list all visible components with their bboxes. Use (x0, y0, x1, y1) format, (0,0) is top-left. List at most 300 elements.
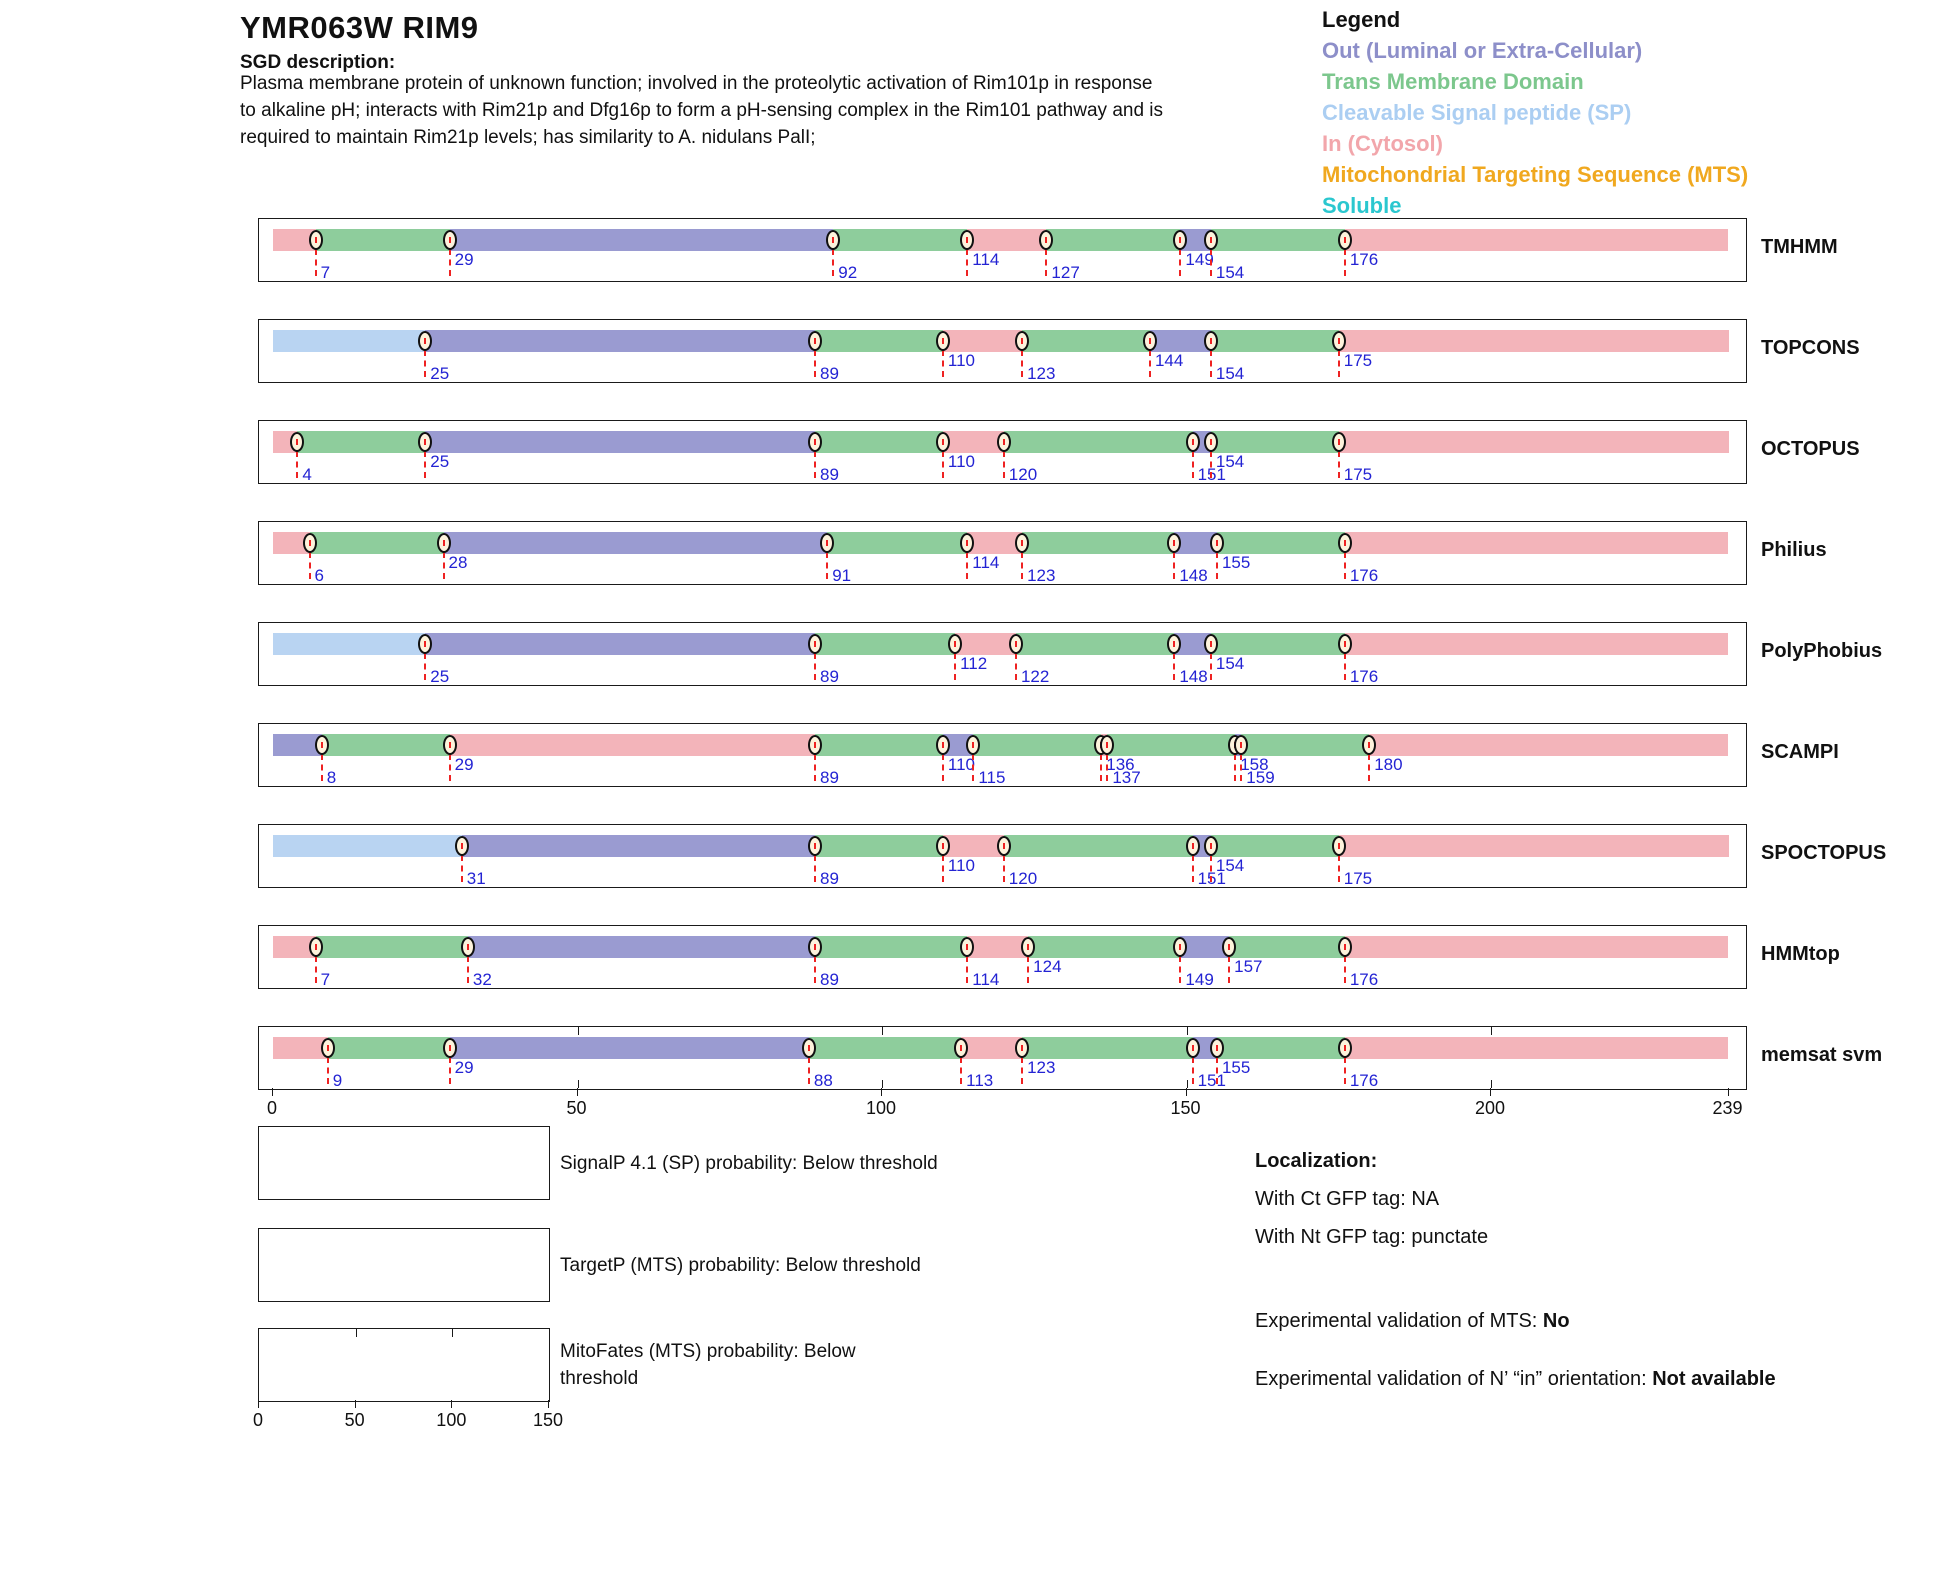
boundary-marker (808, 331, 822, 351)
segment-in (967, 936, 1028, 958)
probability-plot-signalp (258, 1126, 550, 1200)
track-label-memsat-svm: memsat svm (1761, 1044, 1883, 1066)
boundary-line (1003, 451, 1005, 478)
boundary-marker (1015, 1038, 1029, 1058)
segment-in (1345, 936, 1729, 958)
boundary-marker-dash (315, 944, 317, 950)
boundary-label: 110 (947, 452, 975, 471)
segment-in (1345, 633, 1729, 655)
boundary-marker-dash (1027, 944, 1029, 950)
segment-tm (973, 734, 1101, 756)
boundary-marker-dash (424, 641, 426, 647)
boundary-marker-dash (1106, 742, 1108, 748)
boundary-line (321, 754, 323, 781)
boundary-marker-dash (424, 439, 426, 445)
boundary-label: 89 (820, 465, 839, 484)
boundary-line (942, 451, 944, 478)
axis-tick (1490, 1088, 1491, 1096)
segment-in (943, 330, 1022, 352)
probability-plot-label: TargetP (MTS) probability: Below threshold (560, 1255, 921, 1276)
boundary-marker-dash (814, 338, 816, 344)
boundary-marker-dash (449, 742, 451, 748)
boundary-line (1192, 1057, 1194, 1084)
boundary-marker-dash (1210, 338, 1212, 344)
boundary-marker (303, 533, 317, 553)
boundary-marker-dash (966, 944, 968, 950)
segment-tm (1217, 532, 1345, 554)
boundary-marker (1204, 331, 1218, 351)
boundary-marker (1338, 937, 1352, 957)
boundary-line (814, 855, 816, 882)
boundary-marker-dash (966, 237, 968, 243)
boundary-label: 29 (454, 250, 474, 269)
boundary-marker (1338, 533, 1352, 553)
boundary-marker (1009, 634, 1023, 654)
boundary-line (424, 653, 426, 680)
segment-tm (1211, 633, 1345, 655)
boundary-marker-dash (467, 944, 469, 950)
boundary-marker (1332, 836, 1346, 856)
probability-plot-mitofates (258, 1328, 550, 1402)
segment-sp (273, 835, 462, 857)
segment-in (1345, 229, 1729, 251)
boundary-marker-dash (315, 237, 317, 243)
localization-ct-gfp: With Ct GFP tag: NA (1255, 1188, 1440, 1210)
segment-tm (1211, 330, 1339, 352)
probability-plot-label: SignalP 4.1 (SP) probability: Below threshold (560, 1153, 938, 1174)
axis-tick-label: 50 (566, 1098, 587, 1118)
segment-tm (1211, 229, 1345, 251)
boundary-line (966, 552, 968, 579)
boundary-line (1228, 956, 1230, 983)
boundary-line (966, 249, 968, 276)
segment-tm (1004, 431, 1193, 453)
track-label-octopus: OCTOPUS (1761, 438, 1860, 460)
boundary-line (424, 350, 426, 377)
axis-tick-label: 0 (252, 1410, 264, 1430)
boundary-marker-dash (1344, 641, 1346, 647)
boundary-line (424, 451, 426, 478)
legend-item-out: Out (Luminal or Extra-Cellular) (1322, 38, 1643, 63)
boundary-marker-dash (1192, 439, 1194, 445)
boundary-line (826, 552, 828, 579)
localization-heading: Localization: (1255, 1150, 1378, 1172)
boundary-label: 148 (1179, 566, 1208, 585)
segment-in (1345, 532, 1729, 554)
segment-tm (1046, 229, 1180, 251)
boundary-label: 123 (1027, 364, 1056, 383)
boundary-line (1027, 956, 1029, 983)
boundary-line (1344, 653, 1346, 680)
boundary-label: 122 (1020, 667, 1050, 686)
track-label-scampi: SCAMPI (1761, 741, 1839, 763)
boundary-marker (1338, 634, 1352, 654)
boundary-marker-dash (443, 540, 445, 546)
boundary-marker-dash (832, 237, 834, 243)
boundary-line (1210, 249, 1212, 276)
boundary-label: 114 (972, 250, 1000, 269)
topology-track-scampi (258, 723, 1747, 787)
boundary-marker-dash (942, 439, 944, 445)
boundary-label: 136 (1106, 755, 1135, 774)
boundary-label: 7 (320, 970, 331, 989)
boundary-label: 29 (454, 1058, 474, 1077)
boundary-label: 28 (448, 553, 468, 572)
boundary-line (1192, 855, 1194, 882)
boundary-marker (1332, 331, 1346, 351)
boundary-marker-dash (449, 237, 451, 243)
boundary-line (954, 653, 956, 680)
boundary-marker (461, 937, 475, 957)
boundary-label: 113 (966, 1071, 994, 1090)
boundary-label: 123 (1027, 566, 1056, 585)
segment-tm (815, 633, 955, 655)
boundary-line (814, 754, 816, 781)
segment-tm (316, 936, 468, 958)
boundary-marker-dash (1003, 843, 1005, 849)
boundary-line (1179, 956, 1181, 983)
axis-tick-label: 100 (436, 1410, 467, 1430)
axis-minor-tick (1187, 1080, 1188, 1088)
segment-out (450, 229, 834, 251)
axis-tick-label: 0 (266, 1098, 278, 1118)
localization-nt-gfp: With Nt GFP tag: punctate (1255, 1226, 1489, 1248)
boundary-label: 7 (320, 263, 331, 282)
segment-tm (310, 532, 444, 554)
segment-tm (827, 532, 967, 554)
segment-in (943, 835, 1004, 857)
boundary-label: 92 (838, 263, 858, 282)
topology-track-philius (258, 521, 1747, 585)
axis-minor-tick (356, 1329, 357, 1337)
topology-track-octopus (258, 420, 1747, 484)
boundary-marker (315, 735, 329, 755)
boundary-label: 154 (1215, 364, 1245, 383)
segment-in (1369, 734, 1728, 756)
segment-tm (809, 1037, 961, 1059)
boundary-marker-dash (1021, 540, 1023, 546)
boundary-label: 175 (1343, 869, 1373, 888)
boundary-label: 151 (1197, 1071, 1226, 1090)
boundary-label: 176 (1349, 970, 1379, 989)
sgd-description-line: Plasma membrane protein of unknown function; involved in the proteolytic activation of Rim101p in response (240, 73, 1153, 94)
segment-in (1345, 1037, 1729, 1059)
boundary-label: 32 (472, 970, 492, 989)
segment-out (425, 633, 815, 655)
segment-out (450, 1037, 809, 1059)
boundary-label: 4 (302, 465, 312, 484)
boundary-label: 89 (820, 667, 839, 686)
boundary-label: 110 (947, 351, 975, 370)
boundary-marker-dash (1210, 843, 1212, 849)
boundary-marker (1210, 533, 1224, 553)
boundary-marker-dash (814, 641, 816, 647)
boundary-marker (997, 836, 1011, 856)
boundary-line (443, 552, 445, 579)
segment-tm (815, 835, 943, 857)
boundary-marker-dash (296, 439, 298, 445)
orientation-validation-value: Not available (1652, 1368, 1776, 1390)
boundary-marker-dash (826, 540, 828, 546)
boundary-marker-dash (1228, 944, 1230, 950)
boundary-marker-dash (1149, 338, 1151, 344)
probability-plot-label: MitoFates (MTS) probability: Below threshold (560, 1341, 856, 1389)
boundary-marker-dash (954, 641, 956, 647)
segment-tm (815, 330, 943, 352)
boundary-line (1021, 552, 1023, 579)
boundary-label: 31 (466, 869, 486, 888)
segment-in (273, 1037, 328, 1059)
boundary-label: 120 (1008, 465, 1038, 484)
boundary-line (814, 350, 816, 377)
boundary-marker-dash (1179, 237, 1181, 243)
boundary-marker-dash (309, 540, 311, 546)
boundary-line (942, 754, 944, 781)
boundary-marker (1015, 331, 1029, 351)
boundary-label: 154 (1215, 263, 1245, 282)
boundary-marker (443, 230, 457, 250)
boundary-line (1021, 350, 1023, 377)
boundary-marker-dash (814, 742, 816, 748)
axis-tick (548, 1400, 549, 1408)
segment-tm (815, 936, 967, 958)
boundary-line (315, 249, 317, 276)
orientation-validation-label: Experimental validation of N’ “in” orientation: (1255, 1368, 1653, 1390)
boundary-marker-dash (1021, 1045, 1023, 1051)
boundary-marker-dash (1338, 439, 1340, 445)
legend (1322, 4, 1748, 221)
sgd-description-label: SGD description: (240, 52, 396, 73)
boundary-line (1344, 956, 1346, 983)
boundary-line (942, 350, 944, 377)
axis-minor-tick (452, 1329, 453, 1337)
boundary-marker-dash (1210, 439, 1212, 445)
boundary-marker-dash (1021, 338, 1023, 344)
track-label-philius: Philius (1761, 539, 1827, 561)
boundary-marker (321, 1038, 335, 1058)
boundary-marker (443, 735, 457, 755)
boundary-label: 180 (1374, 755, 1403, 774)
boundary-label: 154 (1215, 856, 1245, 875)
boundary-line (1210, 451, 1212, 478)
segment-in (1339, 835, 1729, 857)
boundary-label: 148 (1179, 667, 1208, 686)
boundary-line (1210, 653, 1212, 680)
axis-tick-label: 200 (1474, 1098, 1506, 1118)
segment-tm (328, 1037, 450, 1059)
axis-minor-tick (1491, 1027, 1492, 1035)
boundary-marker-dash (1344, 237, 1346, 243)
legend-item-mts: Mitochondrial Targeting Sequence (MTS) (1322, 162, 1749, 187)
boundary-line (1149, 350, 1151, 377)
boundary-label: 6 (314, 566, 324, 585)
boundary-marker (1332, 432, 1346, 452)
boundary-marker (802, 1038, 816, 1058)
axis-tick-label: 100 (865, 1098, 897, 1118)
boundary-marker (936, 735, 950, 755)
boundary-line (1100, 754, 1102, 781)
boundary-line (1210, 350, 1212, 377)
segment-tm (1022, 330, 1150, 352)
boundary-label: 149 (1185, 970, 1214, 989)
boundary-line (960, 1057, 962, 1084)
boundary-marker-dash (1216, 540, 1218, 546)
boundary-line (449, 754, 451, 781)
boundary-line (1216, 552, 1218, 579)
boundary-label: 114 (972, 970, 1000, 989)
boundary-marker (948, 634, 962, 654)
boundary-marker-dash (814, 944, 816, 950)
boundary-marker-dash (1173, 540, 1175, 546)
boundary-marker (437, 533, 451, 553)
boundary-marker (997, 432, 1011, 452)
boundary-marker-dash (1003, 439, 1005, 445)
legend-item-sp: Cleavable Signal peptide (SP) (1322, 100, 1632, 125)
boundary-marker (936, 836, 950, 856)
boundary-line (1216, 1057, 1218, 1084)
boundary-marker-dash (1216, 1045, 1218, 1051)
segment-tm (1211, 431, 1339, 453)
segment-tm (1217, 1037, 1345, 1059)
boundary-label: 25 (430, 364, 450, 383)
boundary-line (1192, 451, 1194, 478)
boundary-label: 175 (1343, 351, 1373, 370)
axis-minor-tick (578, 1080, 579, 1088)
segment-in (967, 229, 1046, 251)
boundary-marker-dash (1368, 742, 1370, 748)
boundary-line (309, 552, 311, 579)
boundary-marker-dash (1240, 742, 1242, 748)
boundary-marker-dash (1344, 944, 1346, 950)
boundary-line (814, 451, 816, 478)
segment-in (961, 1037, 1022, 1059)
segment-out (462, 835, 815, 857)
boundary-line (814, 653, 816, 680)
boundary-label: 151 (1197, 869, 1226, 888)
segment-tm (322, 734, 450, 756)
boundary-marker-dash (942, 843, 944, 849)
boundary-marker-dash (960, 1045, 962, 1051)
probability-plot-targetp (258, 1228, 550, 1302)
boundary-label: 114 (972, 553, 1000, 572)
boundary-line (1015, 653, 1017, 680)
segment-sp (273, 633, 425, 655)
boundary-marker-dash (1179, 944, 1181, 950)
boundary-label: 123 (1027, 1058, 1056, 1077)
boundary-label: 25 (430, 452, 450, 471)
boundary-marker-dash (1192, 1045, 1194, 1051)
boundary-marker-dash (1338, 843, 1340, 849)
axis-tick (577, 1088, 578, 1096)
axis-tick (355, 1400, 356, 1408)
boundary-label: 88 (813, 1071, 833, 1090)
segment-in (1339, 330, 1729, 352)
boundary-label: 25 (430, 667, 450, 686)
segment-out (425, 431, 815, 453)
boundary-line (1003, 855, 1005, 882)
boundary-marker (1338, 230, 1352, 250)
boundary-line (1021, 1057, 1023, 1084)
boundary-label: 127 (1051, 263, 1080, 282)
boundary-label: 176 (1349, 1071, 1379, 1090)
segment-out (468, 936, 815, 958)
boundary-label: 154 (1215, 452, 1245, 471)
segment-tm (1022, 532, 1174, 554)
boundary-marker-dash (814, 843, 816, 849)
track-label-tmhmm: TMHMM (1761, 236, 1838, 258)
boundary-marker-dash (942, 742, 944, 748)
boundary-marker (443, 1038, 457, 1058)
topology-track-topcons (258, 319, 1747, 383)
legend-item-in: In (Cytosol) (1322, 131, 1443, 156)
boundary-line (467, 956, 469, 983)
boundary-marker (1186, 836, 1200, 856)
topology-track-spoctopus (258, 824, 1747, 888)
boundary-marker (1143, 331, 1157, 351)
mts-validation-value: No (1542, 1310, 1570, 1332)
segment-in (1339, 431, 1729, 453)
boundary-label: 155 (1221, 553, 1251, 572)
segment-tm (1016, 633, 1174, 655)
axis-tick (258, 1400, 259, 1408)
axis-tick (1728, 1088, 1729, 1096)
boundary-marker (808, 634, 822, 654)
orientation-validation-line (1255, 1364, 1800, 1394)
axis-tick-label: 239 (1712, 1098, 1743, 1118)
boundary-label: 176 (1349, 250, 1379, 269)
boundary-marker (1338, 1038, 1352, 1058)
topology-track-polyphobius (258, 622, 1747, 686)
boundary-line (966, 956, 968, 983)
boundary-label: 157 (1234, 957, 1263, 976)
boundary-marker (1204, 634, 1218, 654)
boundary-marker-dash (327, 1045, 329, 1051)
boundary-marker (1204, 432, 1218, 452)
mts-validation-line (1255, 1306, 1570, 1336)
boundary-marker (808, 735, 822, 755)
boundary-label: 159 (1246, 768, 1275, 787)
axis-tick (881, 1088, 882, 1096)
boundary-label: 110 (947, 755, 975, 774)
track-label-hmmtop: HMMtop (1761, 943, 1840, 965)
axis-minor-tick (882, 1080, 883, 1088)
boundary-line (1344, 249, 1346, 276)
segment-tm (1241, 734, 1369, 756)
boundary-label: 137 (1112, 768, 1141, 787)
boundary-line (814, 956, 816, 983)
segment-tm (1211, 835, 1339, 857)
boundary-label: 9 (332, 1071, 343, 1090)
segment-tm (815, 431, 943, 453)
segment-in (450, 734, 815, 756)
boundary-line (1045, 249, 1047, 276)
segment-tm (1004, 835, 1193, 857)
boundary-line (1179, 249, 1181, 276)
boundary-label: 176 (1349, 667, 1379, 686)
topology-track-memsat-svm (258, 1026, 1747, 1090)
boundary-marker-dash (1045, 237, 1047, 243)
boundary-line (449, 1057, 451, 1084)
segment-tm (1028, 936, 1180, 958)
boundary-marker-dash (461, 843, 463, 849)
axis-tick (1186, 1088, 1187, 1096)
boundary-marker (1204, 836, 1218, 856)
boundary-marker (936, 432, 950, 452)
segment-tm (297, 431, 425, 453)
boundary-marker (309, 937, 323, 957)
segment-tm (316, 229, 450, 251)
segment-out (444, 532, 828, 554)
